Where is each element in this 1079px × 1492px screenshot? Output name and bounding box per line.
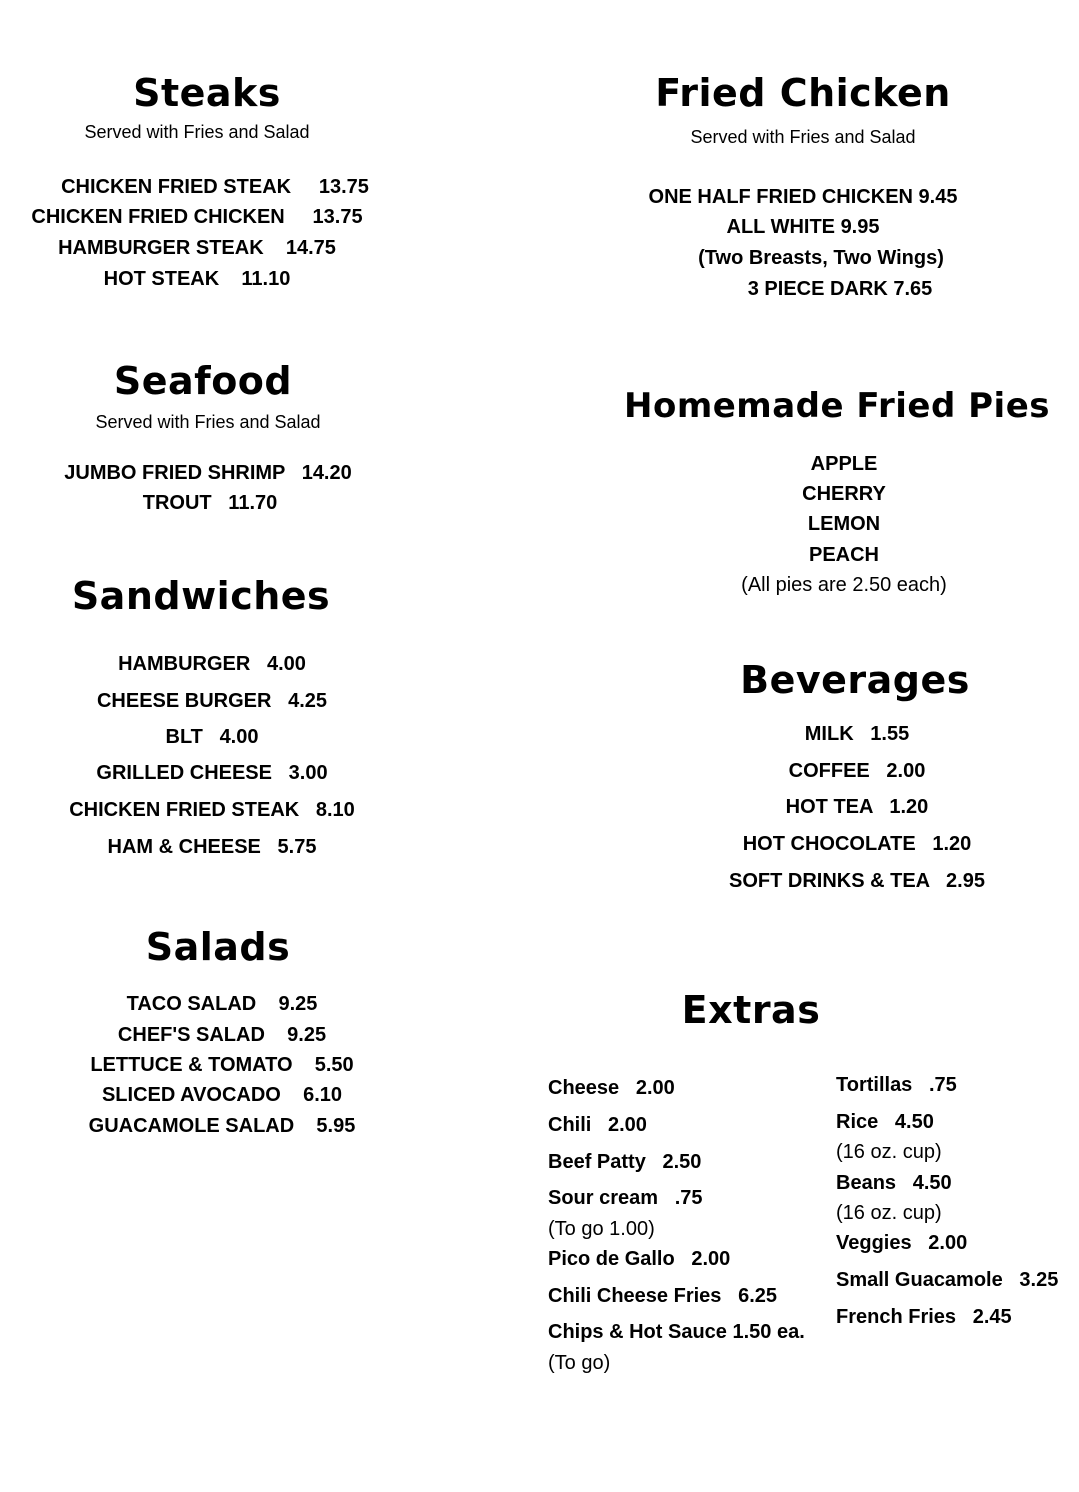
beverages-item: COFFEE 2.00 xyxy=(788,760,926,782)
extras-heading: Extras xyxy=(681,988,821,1032)
sandwiches-heading: Sandwiches xyxy=(71,574,331,618)
extras-note: (16 oz. cup) xyxy=(836,1202,942,1224)
steaks-item: HOT STEAK 11.10 xyxy=(103,268,291,290)
pies-item: APPLE xyxy=(810,453,878,475)
fried-chicken-item: ALL WHITE 9.95 xyxy=(726,216,880,238)
seafood-item: TROUT 11.70 xyxy=(142,492,278,514)
fried-chicken-item: 3 PIECE DARK 7.65 xyxy=(747,278,933,300)
extras-item: French Fries 2.45 xyxy=(836,1306,1012,1328)
salads-item: GUACAMOLE SALAD 5.95 xyxy=(88,1115,356,1137)
beverages-heading: Beverages xyxy=(740,658,970,702)
salads-item: TACO SALAD 9.25 xyxy=(126,993,318,1015)
extras-item: Small Guacamole 3.25 xyxy=(836,1269,1059,1291)
extras-note: (To go) xyxy=(548,1352,611,1374)
extras-note: (16 oz. cup) xyxy=(836,1141,942,1163)
pies-heading: Homemade Fried Pies xyxy=(624,386,1050,426)
extras-item: Cheese 2.00 xyxy=(548,1077,675,1099)
salads-item: LETTUCE & TOMATO 5.50 xyxy=(90,1054,354,1076)
extras-note: (To go 1.00) xyxy=(548,1218,655,1240)
extras-item: Beef Patty 2.50 xyxy=(548,1151,702,1173)
pies-price-note: (All pies are 2.50 each) xyxy=(741,574,947,596)
beverages-item: SOFT DRINKS & TEA 2.95 xyxy=(729,870,985,892)
steaks-subtitle: Served with Fries and Salad xyxy=(84,122,310,142)
salads-item: CHEF'S SALAD 9.25 xyxy=(117,1024,327,1046)
extras-item: Chili Cheese Fries 6.25 xyxy=(548,1285,777,1307)
extras-item: Rice 4.50 xyxy=(836,1111,934,1133)
extras-item: Pico de Gallo 2.00 xyxy=(548,1248,731,1270)
beverages-item: MILK 1.55 xyxy=(804,723,910,745)
extras-item: Chili 2.00 xyxy=(548,1114,647,1136)
fried-chicken-item: ONE HALF FRIED CHICKEN 9.45 xyxy=(648,186,958,208)
sandwiches-item: HAMBURGER 4.00 xyxy=(118,653,306,675)
fried-chicken-subtitle: Served with Fries and Salad xyxy=(690,127,916,147)
beverages-item: HOT CHOCOLATE 1.20 xyxy=(742,833,972,855)
pies-item: CHERRY xyxy=(802,483,886,505)
steaks-item: HAMBURGER STEAK 14.75 xyxy=(58,237,336,259)
salads-item: SLICED AVOCADO 6.10 xyxy=(101,1084,343,1106)
beverages-item: HOT TEA 1.20 xyxy=(785,796,929,818)
sandwiches-item: GRILLED CHEESE 3.00 xyxy=(96,762,328,784)
sandwiches-item: CHEESE BURGER 4.25 xyxy=(96,690,328,712)
pies-item: LEMON xyxy=(807,513,881,535)
extras-item: Chips & Hot Sauce 1.50 ea. xyxy=(548,1321,805,1343)
extras-item: Sour cream .75 xyxy=(548,1187,703,1209)
salads-heading: Salads xyxy=(145,925,291,969)
sandwiches-item: CHICKEN FRIED STEAK 8.10 xyxy=(69,799,355,821)
extras-item: Veggies 2.00 xyxy=(836,1232,968,1254)
steaks-item: CHICKEN FRIED STEAK 13.75 xyxy=(61,176,369,198)
seafood-heading: Seafood xyxy=(113,359,293,403)
fried-chicken-heading: Fried Chicken xyxy=(655,71,951,115)
seafood-item: JUMBO FRIED SHRIMP 14.20 xyxy=(64,462,352,484)
seafood-subtitle: Served with Fries and Salad xyxy=(95,412,321,432)
pies-item: PEACH xyxy=(808,544,880,566)
extras-item: Tortillas .75 xyxy=(836,1074,957,1096)
fried-chicken-item: (Two Breasts, Two Wings) xyxy=(698,247,944,269)
sandwiches-item: BLT 4.00 xyxy=(165,726,259,748)
sandwiches-item: HAM & CHEESE 5.75 xyxy=(107,836,317,858)
steaks-heading: Steaks xyxy=(133,71,281,115)
steaks-item: CHICKEN FRIED CHICKEN 13.75 xyxy=(31,206,363,228)
extras-item: Beans 4.50 xyxy=(836,1172,952,1194)
